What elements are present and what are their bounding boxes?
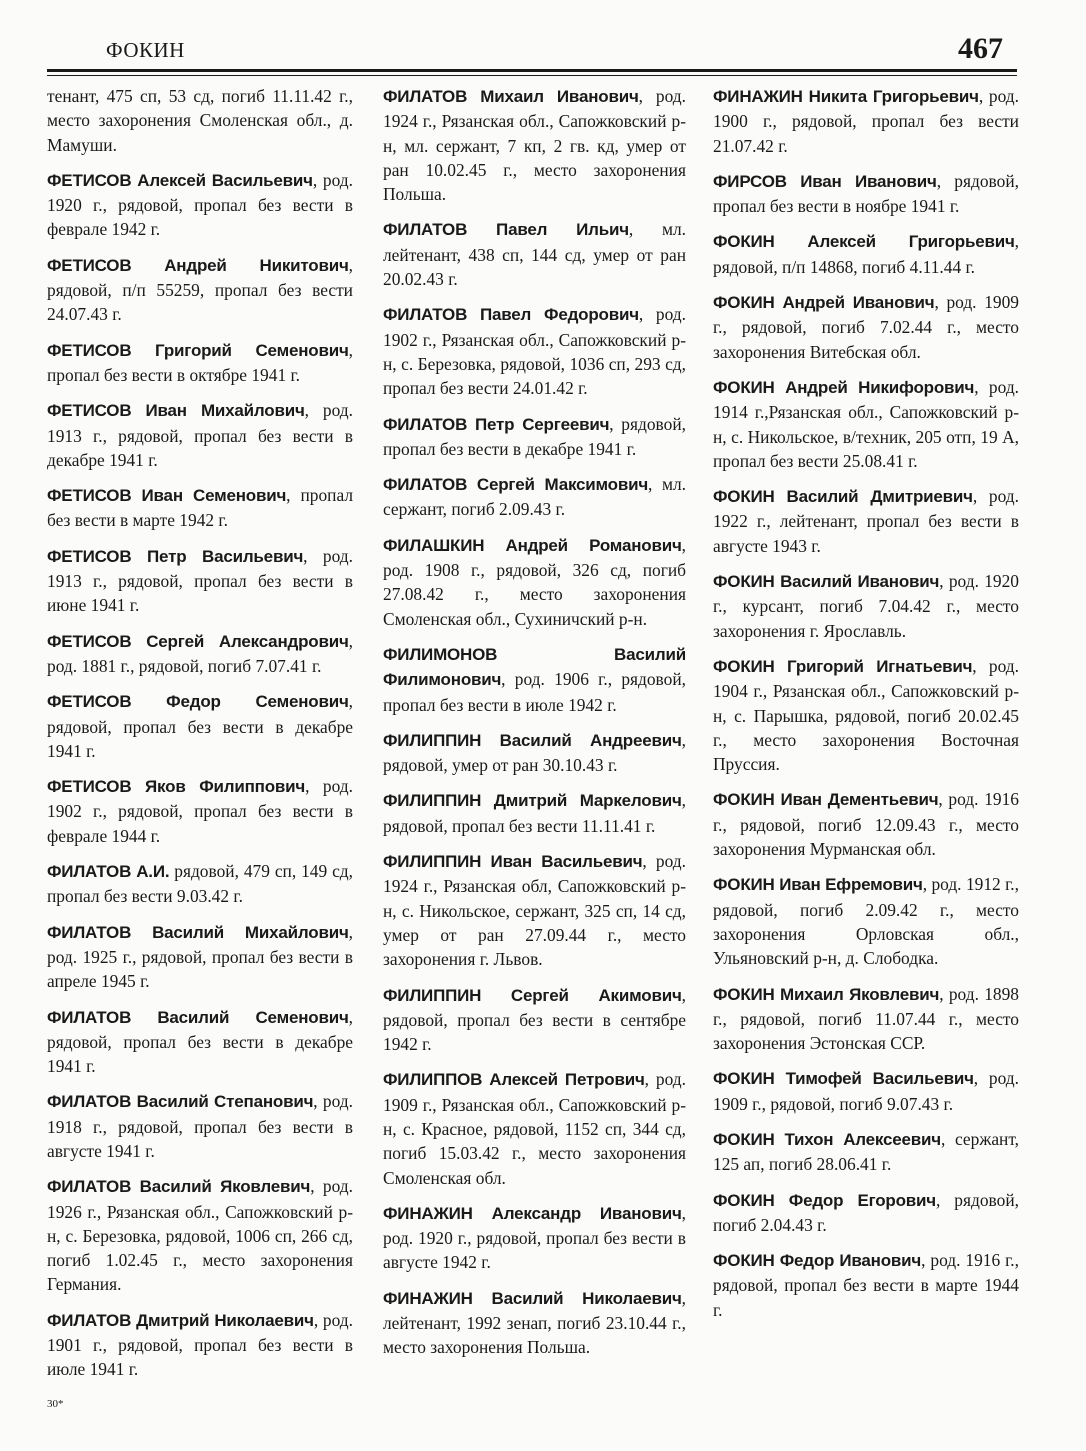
entry-name: ФОКИН Федор Иванович: [713, 1251, 922, 1271]
entry-details: , род. 1904 г., Рязанская обл., Сапожковский р-н, с. Парышка, рядовой, погиб 20.02.45 г., место захоронения Восточная Пруссия.: [713, 655, 1019, 775]
register-entry: [713, 1066, 1019, 1116]
entry-details: , рядовой, пропал без вести в ноябре 1941 г.: [713, 170, 1019, 217]
entry-name: ФОКИН Иван Дементьевич: [713, 790, 939, 810]
entry-name: ФОКИН Василий Иванович: [713, 572, 940, 592]
running-header-title: ФОКИН: [106, 38, 185, 62]
register-entry: [383, 217, 686, 291]
register-entry: [47, 1308, 353, 1382]
entry-name: ФИЛАТОВ Павел Ильич: [383, 220, 629, 240]
register-entry: [383, 728, 686, 778]
entry-name: ФОКИН Федор Егорович: [713, 1190, 936, 1210]
entry-name: ФИЛИППИН Иван Васильевич: [383, 852, 643, 872]
entry-details: , род. 1926 г., Рязанская обл., Сапожковский р-н, с. Березовка, рядовой, 1006 сп, 266 сд, погиб 1.02.45 г., место захоронения Германия.: [47, 1176, 354, 1295]
entry-name: ФОКИН Михаил Яковлевич: [713, 984, 940, 1004]
entry-name: ФЕТИСОВ Григорий Семенович: [47, 340, 349, 360]
register-entry: [47, 84, 353, 157]
register-entry: [383, 983, 686, 1057]
entry-details: , род. 1920 г., рядовой, пропал без вести в августе 1942 г.: [383, 1202, 686, 1273]
page-number: 467: [958, 32, 1003, 65]
entry-details: , род. 1908 г., рядовой, 326 сд, погиб 27.08.42 г., место захоронения Смоленская обл., Сухиничский р-н.: [383, 534, 686, 629]
entry-details: , рядовой, пропал без вести в декабре 1941 г.: [47, 1006, 353, 1077]
entry-details: , род. 1881 г., рядовой, погиб 7.07.41 г.: [47, 630, 353, 676]
entry-details: , род. 1922 г., лейтенант, пропал без вести в августе 1943 г.: [713, 486, 1019, 556]
entry-details: , лейтенант, 1992 зенап, погиб 23.10.44 г., место захоронения Польша.: [383, 1287, 686, 1358]
entry-name: ФИНАЖИН Никита Григорьевич: [713, 87, 979, 106]
entry-details: , рядовой, п/п 14868, погиб 4.11.44 г.: [713, 231, 1019, 277]
register-entry: [47, 859, 353, 909]
register-entry: [47, 544, 353, 618]
register-entry: [47, 774, 353, 848]
entry-details: рядовой, 479 сп, 149 сд, пропал без вести 9.03.42 г.: [47, 861, 353, 907]
entry-name: ФОКИН Андрей Иванович: [713, 293, 935, 313]
register-entry: [713, 1248, 1019, 1322]
register-entry: [383, 412, 686, 462]
entry-name: ФОКИН Андрей Никифорович: [713, 377, 975, 397]
entry-details: , мл. лейтенант, 438 сп, 144 сд, умер от ран 20.02.43 г.: [383, 219, 686, 290]
register-entry: [713, 982, 1019, 1056]
entry-name: ФЕТИСОВ Иван Семенович: [47, 486, 287, 506]
entry-details: , род. 1906 г., рядовой, пропал без вести в июле 1942 г.: [383, 669, 686, 715]
entry-name: ФОКИН Тимофей Васильевич: [713, 1069, 974, 1089]
entry-details: , сержант, 125 ап, погиб 28.06.41 г.: [713, 1128, 1019, 1175]
register-entry: [383, 533, 686, 631]
entry-name: ФОКИН Тихон Алексеевич: [713, 1129, 941, 1149]
entry-details: , род. 1909 г., Рязанская обл., Сапожковский р-н, с. Красное, рядовой, 1152 сп, 344 сд, погиб 15.03.42 г., место захоронения Смоленская обл.: [383, 1069, 686, 1188]
entry-name: ФИЛИМОНОВ Василий Филимонович: [383, 644, 686, 690]
entry-name: ФИЛАТОВ Василий Степанович: [47, 1092, 314, 1112]
entry-details: , род. 1916 г., рядовой, пропал без вести в марте 1944 г.: [713, 1250, 1019, 1320]
entry-name: ФИРСОВ Иван Иванович: [713, 171, 937, 191]
register-entry: [383, 642, 686, 717]
register-entry: [713, 1127, 1019, 1177]
entry-name: ФИНАЖИН Василий Николаевич: [383, 1288, 682, 1308]
entry-details: , род. 1898 г., рядовой, погиб 11.07.44 г., место захоронения Эстонская ССР.: [713, 983, 1019, 1054]
entry-details: , род. 1913 г., рядовой, пропал без вести в декабре 1941 г.: [47, 400, 353, 470]
entry-name: ФЕТИСОВ Федор Семенович: [47, 692, 349, 712]
register-entry: [713, 872, 1019, 970]
header-rule-thick: [47, 69, 1017, 72]
entry-name: ФЕТИСОВ Иван Михайлович: [47, 401, 305, 421]
entry-name: ФОКИН Григорий Игнатьевич: [713, 656, 973, 676]
register-entry: [713, 169, 1019, 219]
entry-name: ФОКИН Иван Ефремович: [713, 875, 923, 895]
register-entry: [47, 920, 353, 994]
entry-details: , рядовой, пропал без вести в декабре 1941 г.: [383, 413, 686, 459]
register-entry: [383, 302, 686, 400]
entry-name: ФОКИН Алексей Григорьевич: [713, 232, 1015, 252]
entry-details: , рядовой, погиб 2.04.43 г.: [713, 1189, 1019, 1235]
entry-details: , рядовой, пропал без вести в сентябре 1942 г.: [383, 984, 686, 1055]
entry-name: ФИЛАТОВ Василий Яковлевич: [47, 1177, 311, 1197]
entry-name: ФЕТИСОВ Петр Васильевич: [47, 546, 304, 566]
register-entry: [713, 569, 1019, 643]
register-entry: [47, 689, 353, 763]
entry-name: ФИЛАТОВ Василий Михайлович: [47, 922, 349, 942]
entry-details: , рядовой, п/п 55259, пропал без вести 24.07.43 г.: [47, 254, 353, 325]
entry-details: , род. 1902 г., Рязанская обл., Сапожковский р-н, с. Березовка, рядовой, 1036 сп, 293 сд, пропал без вести 24.01.42 г.: [383, 304, 686, 399]
entry-details: , род. 1902 г., рядовой, пропал без вести в феврале 1944 г.: [47, 776, 353, 846]
signature-mark: 30*: [47, 1398, 64, 1410]
register-entry: [383, 788, 686, 838]
entry-details: , род. 1912 г., рядовой, погиб 2.09.42 г., место захоронения Орловская обл., Ульяновский р-н, д. Слободка.: [713, 874, 1019, 969]
entry-details: , род. 1920 г., курсант, погиб 7.04.42 г., место захоронения г. Ярославль.: [713, 571, 1019, 641]
register-entry: [383, 1286, 686, 1360]
entry-name: ФИЛАТОВ Дмитрий Николаевич: [47, 1310, 314, 1330]
register-entry: [713, 787, 1019, 861]
entry-details: , род. 1909 г., рядовой, погиб 9.07.43 г.: [713, 1068, 1020, 1114]
entry-name: ФИЛАТОВ Сергей Максимович: [383, 475, 649, 495]
entry-name: ФОКИН Василий Дмитриевич: [713, 487, 973, 507]
register-entry: [713, 484, 1019, 558]
register-entry: [383, 472, 686, 522]
entry-name: ФИЛАШКИН Андрей Романович: [383, 535, 682, 555]
entry-details: , пропал без вести в марте 1942 г.: [47, 485, 354, 531]
entry-name: ФИЛИППИН Дмитрий Маркелович: [383, 791, 682, 811]
text-column-3: [713, 84, 1019, 1333]
header-rule-thin: [47, 75, 1017, 76]
entry-details: , рядовой, умер от ран 30.10.43 г.: [383, 729, 686, 776]
entry-details: , род. 1909 г., рядовой, погиб 7.02.44 г., место захоронения Витебская обл.: [713, 292, 1019, 362]
entry-name: ФЕТИСОВ Сергей Александрович: [47, 631, 349, 651]
text-column-1: [47, 84, 353, 1393]
register-entry: [47, 168, 353, 242]
entry-name: ФИЛИППИН Василий Андреевич: [383, 730, 682, 750]
register-entry: [47, 1005, 353, 1079]
register-entry: [47, 629, 353, 679]
entry-details: , рядовой, пропал без вести в декабре 1941 г.: [47, 691, 353, 761]
entry-details: , род. 1924 г., Рязанская обл, Сапожковский р-н, с. Никольское, сержант, 325 сп, 14 сд, умер от ран 27.09.44 г., место захоронения г. Львов.: [383, 851, 686, 970]
text-column-2: [383, 84, 686, 1371]
entry-name: ФИЛАТОВ Василий Семенович: [47, 1007, 349, 1027]
register-entry: [383, 1201, 686, 1275]
entry-details: , род. 1918 г., рядовой, пропал без вести в августе 1941 г.: [47, 1091, 354, 1161]
register-entry: [47, 1174, 353, 1296]
register-entry: [47, 1089, 353, 1163]
entry-details: , род. 1900 г., рядовой, пропал без вести 21.07.42 г.: [713, 86, 1020, 156]
register-entry: [713, 654, 1019, 776]
entry-details: , род. 1901 г., рядовой, пропал без вести в июле 1941 г.: [47, 1309, 353, 1380]
entry-name: ФИЛАТОВ Михаил Иванович: [383, 87, 639, 106]
entry-details: тенант, 475 сп, 53 сд, погиб 11.11.42 г., место захоронения Смоленская обл., д. Мамуши.: [47, 86, 353, 155]
entry-details: , род. 1925 г., рядовой, пропал без вести в апреле 1945 г.: [47, 921, 353, 992]
entry-name: ФИЛАТОВ А.И.: [47, 862, 170, 882]
entry-details: , род. 1920 г., рядовой, пропал без вести в феврале 1942 г.: [47, 169, 353, 240]
entry-details: , род. 1924 г., Рязанская обл., Сапожковский р-н, мл. сержант, 7 кп, 2 гв. кд, умер от ран 10.02.45 г., место захоронения Польша.: [383, 86, 686, 205]
entry-details: , рядовой, пропал без вести 11.11.41 г.: [383, 790, 686, 836]
register-entry: [713, 229, 1019, 279]
register-entry: [713, 1188, 1019, 1238]
register-entry: [383, 84, 686, 206]
register-entry: [383, 849, 686, 971]
entry-details: , род. 1913 г., рядовой, пропал без вести в июне 1941 г.: [47, 545, 353, 616]
entry-details: , мл. сержант, погиб 2.09.43 г.: [383, 474, 686, 520]
register-entry: [47, 398, 353, 472]
entry-name: ФИЛИППИН Сергей Акимович: [383, 985, 682, 1005]
entry-details: , род. 1914 г.,Рязанская обл., Сапожковский р-н, с. Никольское, в/техник, 205 отп, 19 А, пропал без вести 25.08.41 г.: [713, 376, 1020, 471]
register-entry: [713, 290, 1019, 364]
register-entry: [713, 84, 1019, 158]
register-entry: [47, 338, 353, 388]
entry-name: ФЕТИСОВ Алексей Васильевич: [47, 170, 313, 190]
entry-details: , пропал без вести в октябре 1941 г.: [47, 339, 353, 385]
entry-details: , род. 1916 г., рядовой, погиб 12.09.43 г., место захоронения Мурманская обл.: [713, 789, 1019, 860]
entry-name: ФИЛАТОВ Петр Сергеевич: [383, 414, 610, 434]
register-entry: [47, 483, 353, 533]
register-entry: [713, 375, 1019, 473]
register-entry: [47, 253, 353, 327]
entry-name: ФИНАЖИН Александр Иванович: [383, 1203, 682, 1223]
entry-name: ФЕТИСОВ Яков Филиппович: [47, 777, 306, 797]
entry-name: ФИЛИППОВ Алексей Петрович: [383, 1070, 645, 1090]
entry-name: ФИЛАТОВ Павел Федорович: [383, 305, 639, 325]
register-entry: [383, 1067, 686, 1189]
entry-name: ФЕТИСОВ Андрей Никитович: [47, 255, 349, 275]
